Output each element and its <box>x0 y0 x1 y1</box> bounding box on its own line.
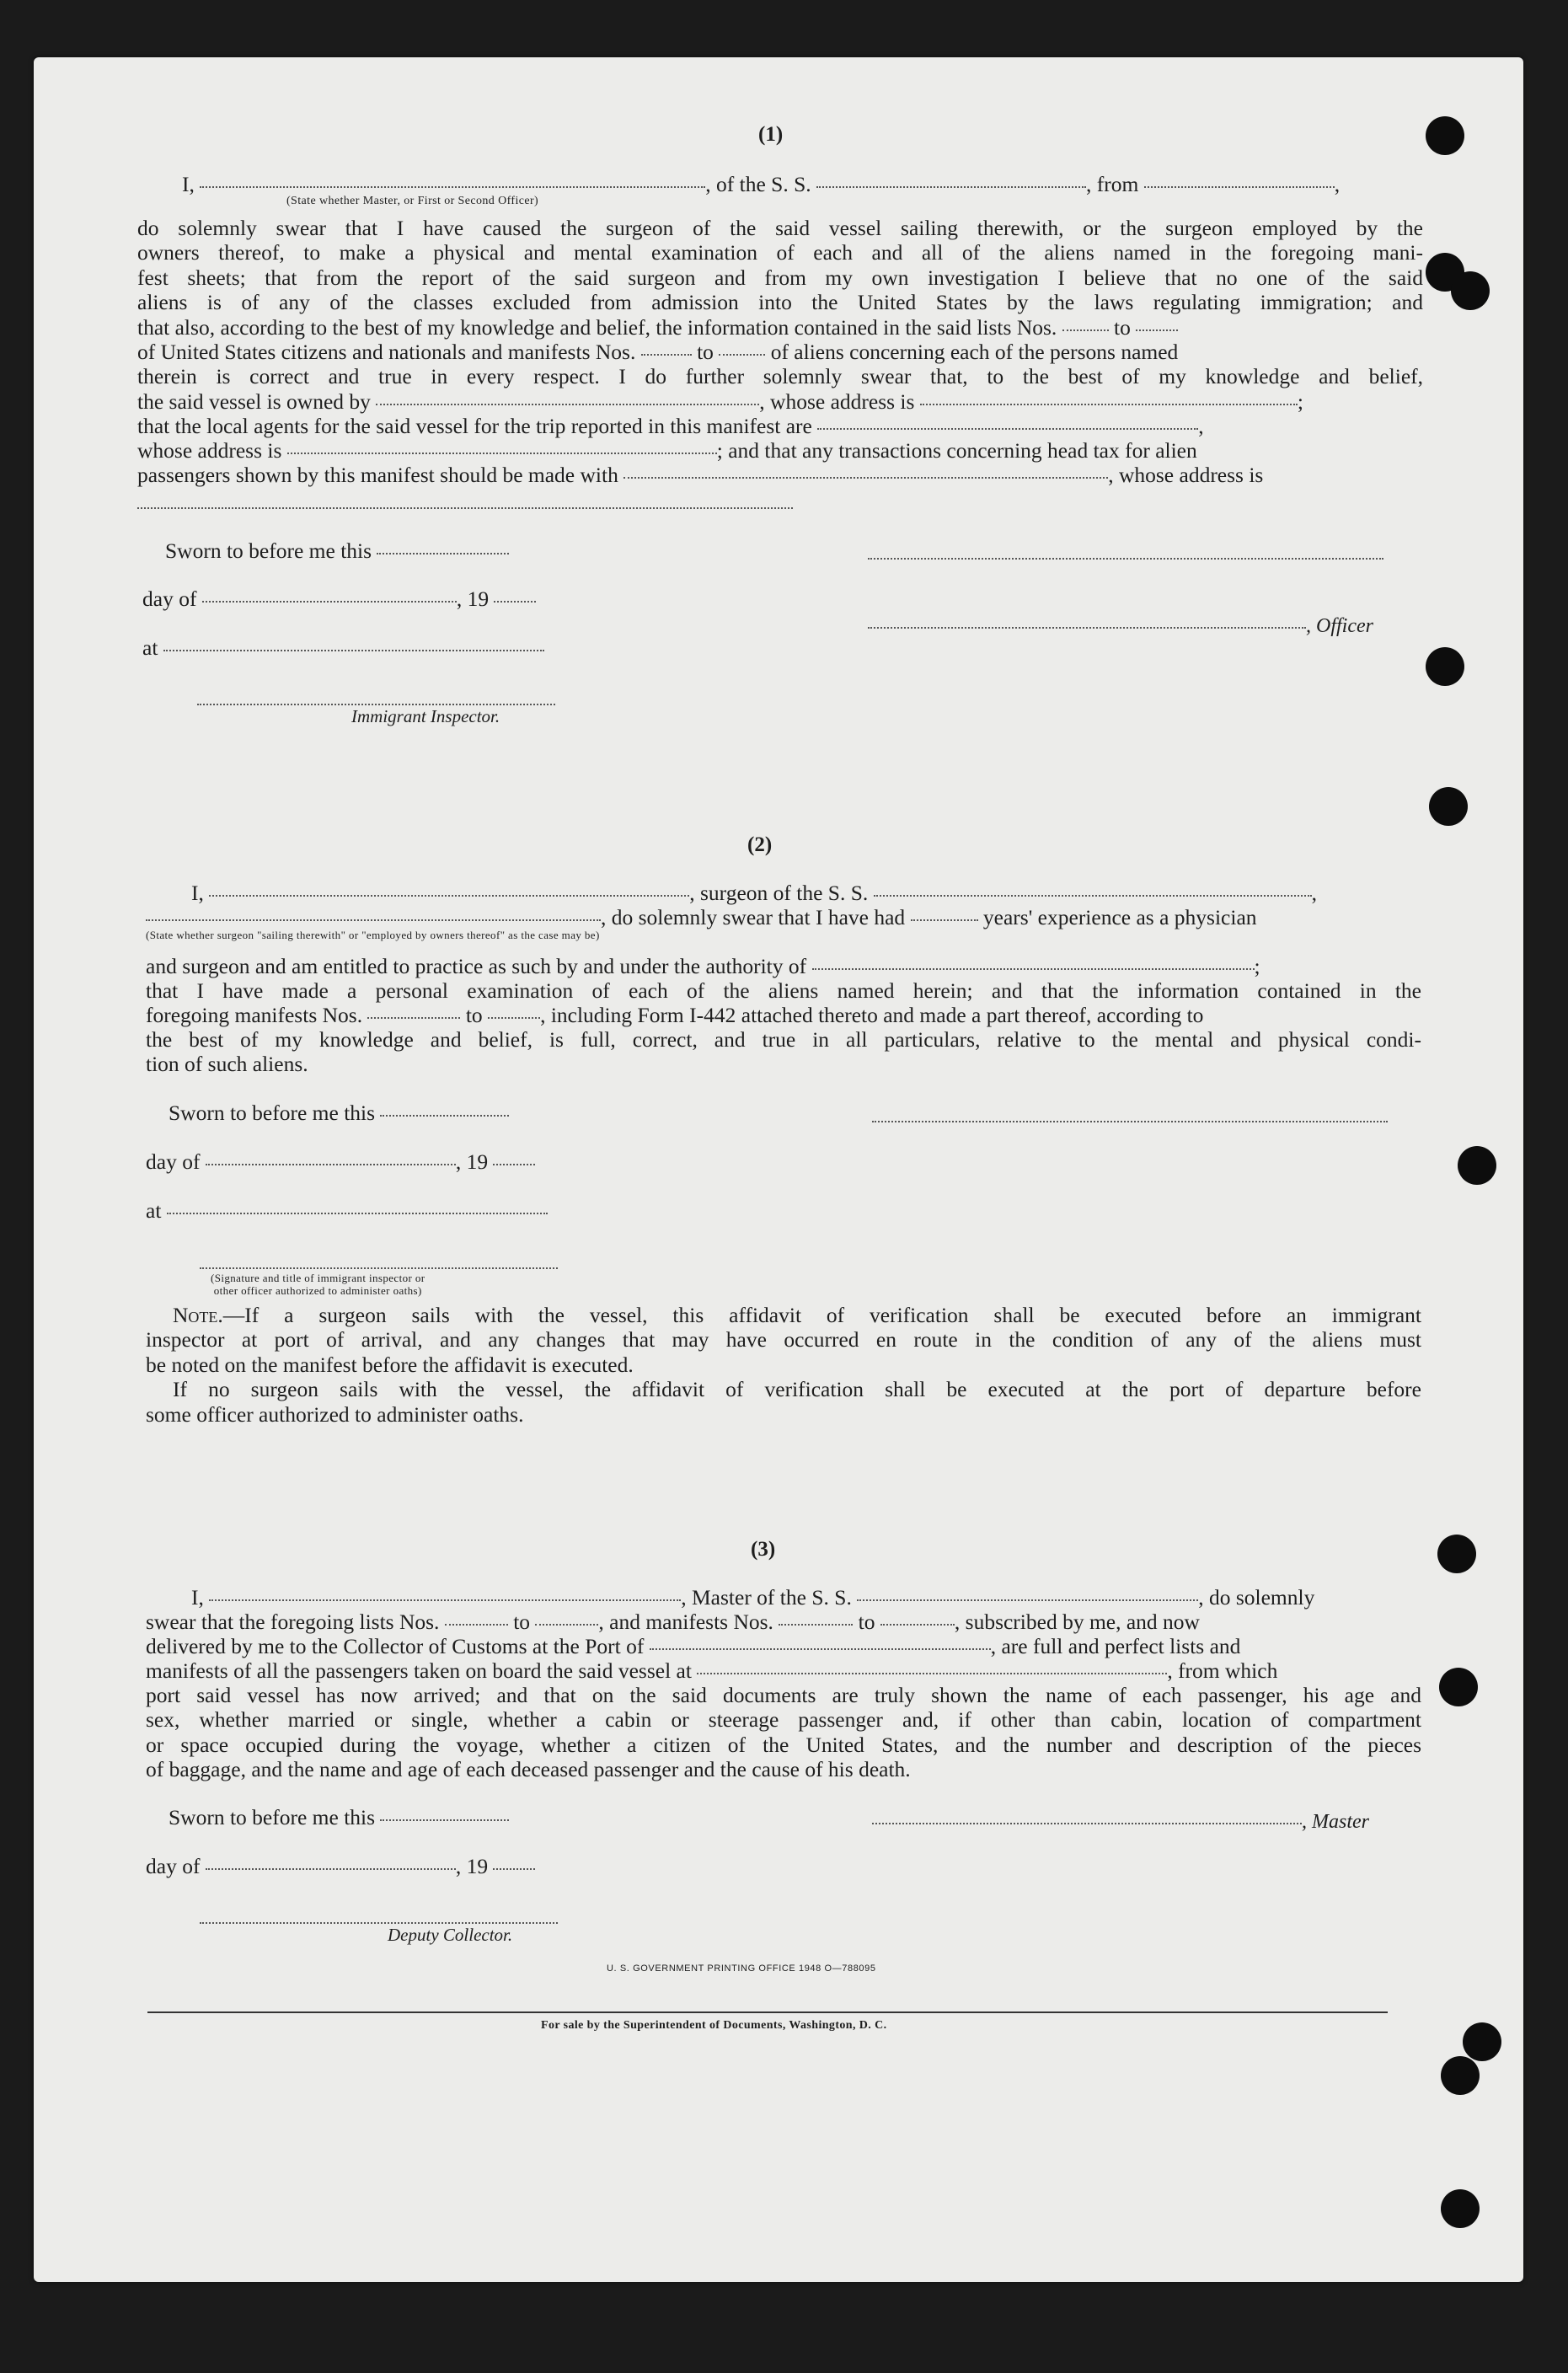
body-line: aliens is of any of the classes excluded from admission into the United States by the laws regulating immigration; and <box>137 290 1423 315</box>
body-line: foregoing manifests Nos. <box>146 1003 363 1027</box>
body-line: , are full and perfect lists and <box>990 1634 1241 1658</box>
printing-office-imprint: U. S. GOVERNMENT PRINTING OFFICE 1948 O—788095 <box>607 1963 876 1974</box>
body-line: , whose address is <box>1108 463 1264 487</box>
body-line: , whose address is <box>759 389 915 414</box>
section-2-sworn <box>169 1101 509 1126</box>
body-line: manifests of all the passengers taken on board the said vessel at <box>146 1658 692 1683</box>
head-tax-address-field[interactable] <box>137 507 793 509</box>
punct: , <box>1334 172 1341 196</box>
owner-address-field[interactable] <box>920 404 1298 405</box>
year-label: , 19 <box>455 1854 489 1878</box>
body-line: therein is correct and true in every respect. I do further solemnly swear that, to the best of my knowledge and belief, <box>137 364 1423 388</box>
label-i: I, <box>191 881 204 905</box>
body-line: fest sheets; that from the report of the said surgeon and from my own investigation I believe that no one of the said <box>137 265 1423 290</box>
label-to: to <box>465 1003 483 1027</box>
body-line: do solemnly swear that I have caused the surgeon of the said vessel sailing therewith, or the surgeon employed by the <box>137 216 1423 240</box>
note-line: be noted on the manifest before the affidavit is executed. <box>146 1352 634 1377</box>
year-label: , 19 <box>456 587 490 611</box>
ship-name-field[interactable] <box>857 1599 1198 1601</box>
sworn-label: Sworn to before me this <box>169 1101 376 1125</box>
section-1-sworn <box>165 538 509 564</box>
from-port-field[interactable] <box>1144 186 1335 188</box>
signature-line[interactable] <box>868 558 1383 560</box>
section-2-line-3 <box>146 954 1260 979</box>
body-line: or space occupied during the voyage, whether a citizen of the United States, and the number and description of the pieces <box>146 1732 1421 1757</box>
section-2-note <box>146 1303 1421 1427</box>
sworn-day-field[interactable] <box>380 1819 509 1821</box>
body-line: years' experience as a physician <box>982 905 1257 929</box>
body-line: that I have made a personal examination of each of the aliens named herein; and that the information contained in the <box>146 978 1421 1003</box>
body-line: whose address is <box>137 438 282 463</box>
for-sale-notice: For sale by the Superintendent of Documents, Washington, D. C. <box>541 2019 887 2032</box>
manifests-to-field[interactable] <box>880 1624 955 1626</box>
year-field[interactable] <box>493 1868 535 1870</box>
section-2-line-7: tion of such aliens. <box>146 1052 308 1076</box>
punch-hole <box>1426 116 1464 155</box>
caption-line: (Signature and title of immigrant inspector or <box>211 1272 425 1284</box>
lists-from-field[interactable] <box>445 1624 508 1626</box>
section-1-line-passengers <box>137 463 1263 488</box>
boarding-port-field[interactable] <box>697 1673 1167 1674</box>
at-label: at <box>146 1198 162 1223</box>
label-to: to <box>1114 315 1131 340</box>
body-line: the said vessel is owned by <box>137 389 371 414</box>
lists-to-field[interactable] <box>1136 329 1178 331</box>
body-line: , subscribed by me, and now <box>954 1610 1200 1634</box>
note-label: Note. <box>173 1303 223 1327</box>
body-line: owners thereof, to make a physical and mental examination of each and all of the aliens named in the foregoing mani- <box>137 240 1423 265</box>
sworn-label: Sworn to before me this <box>165 538 372 563</box>
punch-hole <box>1426 647 1464 686</box>
body-line: of baggage, and the name and age of each deceased passenger and the cause of his death. <box>146 1757 911 1782</box>
years-experience-field[interactable] <box>911 919 978 921</box>
body-line: of aliens concerning each of the persons named <box>770 340 1179 364</box>
section-3-line-1 <box>191 1585 1314 1610</box>
punch-hole <box>1451 271 1490 310</box>
master-label: , Master <box>1302 1811 1369 1833</box>
section-1-number: (1) <box>758 123 784 146</box>
section-1-therein <box>137 364 1423 388</box>
punch-hole <box>1439 1668 1478 1706</box>
signature-caption <box>211 1272 425 1297</box>
lists-from-field[interactable] <box>1062 329 1109 331</box>
punch-hole <box>1437 1535 1476 1573</box>
section-1-line-nos-b <box>137 340 1178 365</box>
note-text: —If a surgeon sails with the vessel, this affidavit of verification shall be executed before an immigrant <box>222 1303 1421 1327</box>
manifests-from-field[interactable] <box>641 354 692 356</box>
section-1-officer-line <box>868 613 1373 638</box>
footer-rule <box>147 2011 1388 2013</box>
agents-field[interactable] <box>817 428 1198 430</box>
section-2-line-2 <box>146 905 1257 930</box>
section-2-day-of <box>146 1149 535 1175</box>
section-2-line-5 <box>146 1003 1203 1028</box>
body-line: , do solemnly <box>1198 1585 1315 1610</box>
manifests-to-field[interactable] <box>719 354 765 356</box>
signature-line[interactable] <box>872 1121 1388 1122</box>
body-line: swear that the foregoing lists Nos. <box>146 1610 440 1634</box>
sworn-day-field[interactable] <box>380 1115 509 1117</box>
section-2-line-1 <box>191 881 1317 906</box>
inspector-signature-line[interactable] <box>200 1267 558 1269</box>
body-line: that the local agents for the said vessel for the trip reported in this manifest are <box>137 414 812 438</box>
lists-to-field[interactable] <box>535 1624 598 1626</box>
owner-field[interactable] <box>376 404 759 405</box>
label-master-of-ss: , Master of the S. S. <box>681 1585 852 1610</box>
section-3-day-of <box>146 1854 535 1879</box>
master-name-field[interactable] <box>209 1599 681 1601</box>
at-place-field[interactable] <box>163 650 544 651</box>
head-tax-contact-field[interactable] <box>623 477 1108 479</box>
body-line: passengers shown by this manifest should be made with <box>137 463 618 487</box>
section-2-number: (2) <box>747 833 773 856</box>
agents-address-field[interactable] <box>287 453 717 454</box>
note-line: inspector at port of arrival, and any changes that may have occurred en route in the condition of any of the aliens must <box>146 1327 1421 1353</box>
deputy-collector-label: Deputy Collector. <box>388 1925 513 1945</box>
collector-signature-line[interactable] <box>200 1922 558 1924</box>
section-1-line-nos-a <box>137 315 1178 340</box>
punch-hole <box>1463 2022 1501 2061</box>
sworn-label: Sworn to before me this <box>169 1805 376 1829</box>
section-1-body <box>137 216 1423 315</box>
month-field[interactable] <box>202 601 457 603</box>
month-field[interactable] <box>206 1868 456 1870</box>
document-page <box>34 57 1523 2282</box>
at-place-field[interactable] <box>167 1213 548 1214</box>
body-line: , and manifests Nos. <box>598 1610 773 1634</box>
body-line: the best of my knowledge and belief, is full, correct, and true in all particulars, relative to the mental and physical condi- <box>146 1027 1421 1052</box>
section-2-line-6 <box>146 1027 1421 1052</box>
punct: ; <box>1297 389 1303 414</box>
immigrant-inspector-label: Immigrant Inspector. <box>351 706 500 726</box>
section-1-day-of <box>142 587 536 612</box>
body-line: , including Form I-442 attached thereto and made a part thereof, according to <box>540 1003 1204 1027</box>
manifests-from-field[interactable] <box>779 1624 853 1626</box>
section-1-line-whose <box>137 438 1197 463</box>
body-line: , do solemnly swear that I have had <box>601 905 906 929</box>
at-label: at <box>142 635 158 660</box>
punct: , <box>1198 414 1204 438</box>
day-of-label: day of <box>146 1854 201 1878</box>
manifests-to-field[interactable] <box>488 1017 540 1019</box>
label-to: to <box>858 1610 875 1634</box>
body-line: ; and that any transactions concerning head tax for alien <box>716 438 1197 463</box>
label-to: to <box>697 340 714 364</box>
note-line-1 <box>146 1303 1421 1327</box>
manifests-from-field[interactable] <box>367 1017 460 1019</box>
ship-name-field[interactable] <box>816 186 1086 188</box>
section-2-at <box>146 1198 548 1224</box>
ship-name-field[interactable] <box>874 895 1312 897</box>
label-i: I, <box>182 172 195 196</box>
body-line: of United States citizens and nationals and manifests Nos. <box>137 340 636 364</box>
punct: ; <box>1254 954 1260 978</box>
body-line: delivered by me to the Collector of Customs at the Port of <box>146 1634 645 1658</box>
section-1-at <box>142 635 544 661</box>
punch-hole <box>1441 2189 1480 2228</box>
master-signature-field[interactable] <box>872 1823 1302 1824</box>
port-field[interactable] <box>650 1648 991 1650</box>
sworn-day-field[interactable] <box>377 553 509 554</box>
body-line: that also, according to the best of my knowledge and belief, the information contained in the said lists Nos. <box>137 315 1057 340</box>
caption-line: other officer authorized to administer oaths) <box>213 1284 422 1297</box>
body-line: sex, whether married or single, whether a cabin or steerage passenger and, if other than cabin, location of compartment <box>146 1707 1421 1733</box>
year-field[interactable] <box>494 601 536 603</box>
label-i: I, <box>191 1585 204 1610</box>
section-3-number: (3) <box>751 1538 776 1561</box>
body-line: , from which <box>1167 1658 1278 1683</box>
section-1-line-agents <box>137 414 1204 439</box>
year-field[interactable] <box>493 1164 535 1165</box>
label-surgeon-of-ss: , surgeon of the S. S. <box>689 881 869 905</box>
punch-hole <box>1458 1146 1496 1185</box>
section-3-line-3 <box>146 1634 1240 1659</box>
section-1-line-1 <box>182 172 1340 197</box>
section-3-line-4 <box>146 1658 1277 1684</box>
punch-hole <box>1441 2056 1480 2095</box>
note-line: some officer authorized to administer oaths. <box>146 1401 524 1427</box>
month-field[interactable] <box>206 1164 456 1165</box>
authority-field[interactable] <box>812 968 1255 970</box>
section-3-master-line <box>872 1808 1369 1834</box>
section-3-sworn <box>169 1805 509 1830</box>
label-of-ss: , of the S. S. <box>705 172 811 196</box>
section-3-body <box>146 1683 1421 1782</box>
punct: , <box>1311 881 1318 905</box>
section-2-line-4 <box>146 978 1421 1003</box>
surgeon-name-field[interactable] <box>209 895 689 897</box>
day-of-label: day of <box>142 587 197 611</box>
section-3-line-2 <box>146 1610 1200 1635</box>
officer-field[interactable] <box>868 627 1306 629</box>
body-line: and surgeon and am entitled to practice as such by and under the authority of <box>146 954 807 978</box>
day-of-label: day of <box>146 1149 201 1174</box>
section-1-caption: (State whether Master, or First or Second Officer) <box>286 195 539 207</box>
label-from: , from <box>1086 172 1139 196</box>
note-line: If no surgeon sails with the vessel, the affidavit of verification shall be executed at the port of departure before <box>173 1377 1421 1402</box>
surgeon-status-field[interactable] <box>146 919 601 921</box>
year-label: , 19 <box>455 1149 489 1174</box>
section-1-line-owned <box>137 389 1303 415</box>
body-line: port said vessel has now arrived; and that on the said documents are truly shown the name of each passenger, his age and <box>146 1683 1421 1707</box>
section-2-caption: (State whether surgeon "sailing therewith" or "employed by owners thereof" as the case may be) <box>146 929 600 941</box>
master-name-field[interactable] <box>200 186 705 188</box>
officer-label: , Officer <box>1306 615 1373 637</box>
punch-hole <box>1429 787 1468 826</box>
inspector-signature-line[interactable] <box>197 704 555 705</box>
label-to: to <box>513 1610 531 1634</box>
